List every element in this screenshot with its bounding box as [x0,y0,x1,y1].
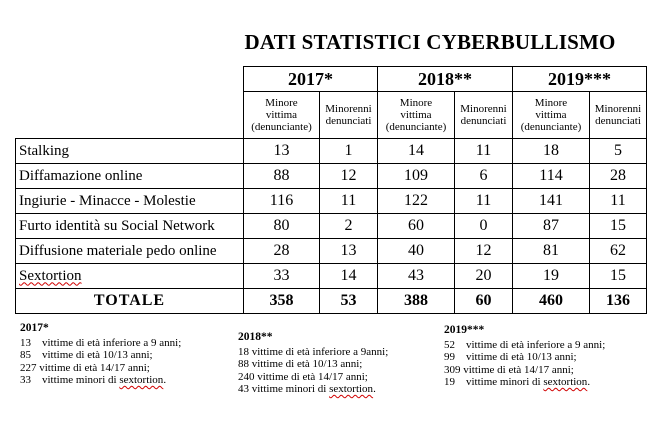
note-line [20,362,181,375]
row-label-text: Diffusione materiale pedo online [19,242,217,259]
total-label: TOTALE [16,289,244,314]
note-line-text: 33 vittime minori di [20,374,120,386]
table-cell: 15 [590,214,647,239]
note-title: 2017* [20,322,49,334]
note-line-text: 52 vittime di età inferiore a 9 anni; [444,338,606,351]
year-header-2017: 2017* [244,67,378,92]
row-label [16,139,244,164]
subheader-line: (denunciante) [520,121,582,133]
table-cell: 18 [513,139,590,164]
table-cell: 40 [378,239,455,264]
table-cell: 60 [378,214,455,239]
total-cell: 460 [513,289,590,314]
empty-corner-cell [16,67,244,139]
note-line-text: 18 vittime di età inferiore a 9anni; [238,345,389,358]
note-line [238,383,388,396]
note-2017 [20,322,181,387]
table-row [16,139,647,164]
note-line-end: . [163,374,167,386]
table-cell: 88 [244,164,320,189]
table-cell: 141 [513,189,590,214]
year-header-2018: 2018** [378,67,513,92]
subheader-line: vittima [400,109,432,121]
note-line-text: 19 vittime minori di [444,376,544,388]
subheader-line: Minore [534,97,568,109]
row-label-text: Stalking [19,142,70,159]
table-cell: 11 [590,189,647,214]
note-line [238,358,388,371]
note-line-text: 227 vittime di età 14/17 anni; [20,361,150,374]
table-cell: 87 [513,214,590,239]
table-cell: 1 [320,139,378,164]
subheader-victim-cell [244,92,320,139]
note-line [444,364,605,377]
page-title: DATI STATISTICI CYBERBULLISMO [244,30,616,54]
note-line [444,339,605,352]
note-last-word: sextortion [119,374,164,386]
table-cell: 5 [590,139,647,164]
row-label-text: Sextortion [19,267,82,284]
subheader-accused-cell [455,92,513,139]
table-cell: 14 [320,264,378,289]
row-label-text: Furto identità su Social Network [19,217,215,234]
total-cell: 136 [590,289,647,314]
table-cell: 28 [590,164,647,189]
subheader-accused-cell [590,92,647,139]
subheader-line: denunciati [460,115,507,127]
row-label [16,214,244,239]
note-line [20,337,181,350]
subheader-line: Minore [399,97,433,109]
table-cell: 11 [455,189,513,214]
total-row [16,289,647,314]
table-cell: 15 [590,264,647,289]
note-line-end: . [373,383,376,395]
total-cell: 60 [455,289,513,314]
note-title: 2018** [238,331,273,343]
note-line-text: 240 vittime di età 14/17 anni; [238,370,368,383]
note-line [238,371,388,384]
table-cell: 11 [320,189,378,214]
table-cell: 28 [244,239,320,264]
subheader-line: denunciati [325,115,372,127]
table-cell: 114 [513,164,590,189]
subheader-accused-cell [320,92,378,139]
note-line-end: . [587,376,591,388]
note-line [238,346,388,359]
note-line [20,374,181,387]
table-row [16,264,647,289]
row-label-text: Ingiurie - Minacce - Molestie [19,192,196,209]
note-2019 [444,324,605,389]
table-cell: 122 [378,189,455,214]
table-cell: 116 [244,189,320,214]
note-line [444,376,605,389]
note-last-word: sextortion [543,376,588,388]
note-line [444,351,605,364]
subheader-line: vittima [535,109,567,121]
note-line [20,349,181,362]
table-cell: 6 [455,164,513,189]
statistics-table [15,66,647,314]
row-label [16,239,244,264]
total-cell: 53 [320,289,378,314]
table-cell: 11 [455,139,513,164]
table-cell: 2 [320,214,378,239]
table-cell: 81 [513,239,590,264]
note-line-text: 88 vittime di età 10/13 anni; [238,358,363,370]
table-row [16,189,647,214]
table-cell: 0 [455,214,513,239]
table-cell: 20 [455,264,513,289]
total-cell: 388 [378,289,455,314]
table-cell: 43 [378,264,455,289]
row-label [16,189,244,214]
table-cell: 19 [513,264,590,289]
table-cell: 12 [320,164,378,189]
subheader-victim-cell [513,92,590,139]
note-line-text: 43 vittime minori di [238,383,330,395]
table-cell: 109 [378,164,455,189]
table-cell: 80 [244,214,320,239]
table-cell: 33 [244,264,320,289]
subheader-line: vittima [265,109,298,121]
table-cell: 13 [244,139,320,164]
table-row [16,164,647,189]
table-cell: 62 [590,239,647,264]
row-label [16,164,244,189]
subheader-line: (denunciante) [251,121,312,133]
note-2018 [238,331,388,396]
table-cell: 13 [320,239,378,264]
row-label-text: Diffamazione online [19,167,143,184]
subheader-line: Minorenni [460,103,507,115]
subheader-line: (denunciante) [385,121,447,133]
year-header-2019: 2019*** [513,67,647,92]
note-line-text: 13 vittime di età inferiore a 9 anni; [20,336,182,349]
note-last-word: sextortion [329,383,374,395]
subheader-line: Minorenni [325,103,372,115]
note-title: 2019*** [444,324,485,336]
year-header-row [16,67,647,92]
table-cell: 12 [455,239,513,264]
note-line-text: 85 vittime di età 10/13 anni; [20,349,153,361]
subheader-line: Minore [265,97,298,109]
subheader-line: Minorenni [594,103,642,115]
total-cell: 358 [244,289,320,314]
subheader-line: denunciati [595,115,641,127]
note-line-text: 99 vittime di età 10/13 anni; [444,351,577,363]
note-line-text: 309 vittime di età 14/17 anni; [444,363,574,376]
row-label [16,264,244,289]
table-row [16,214,647,239]
table-cell: 14 [378,139,455,164]
table-row [16,239,647,264]
subheader-victim-cell [378,92,455,139]
